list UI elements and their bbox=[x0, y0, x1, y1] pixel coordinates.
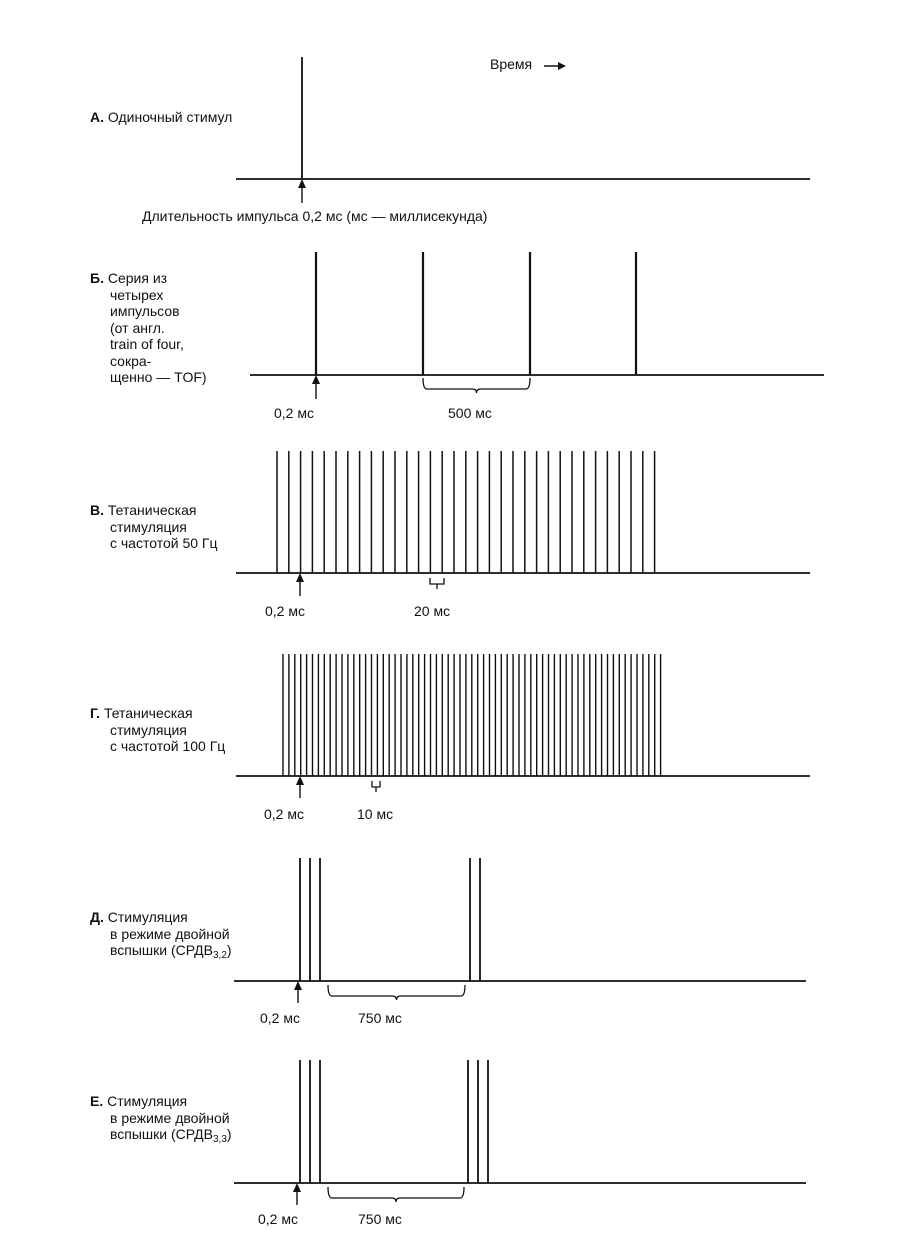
pulse-arrow-icon bbox=[294, 981, 302, 990]
panel-d-label-line: стимуляция bbox=[110, 721, 187, 738]
interval-brace bbox=[372, 781, 380, 792]
panel-d-label bbox=[90, 705, 225, 755]
panel-f-label-tail: ) bbox=[226, 1126, 232, 1142]
panel-b-label bbox=[90, 270, 207, 386]
interval-brace bbox=[423, 378, 530, 393]
interval-brace bbox=[328, 985, 465, 1000]
panel-f-label bbox=[90, 1093, 232, 1146]
panel-e-interval-caption: 750 мс bbox=[358, 1010, 402, 1026]
panel-b-label-line: train of four, bbox=[110, 336, 184, 352]
panel-f-label-line: Стимуляция bbox=[107, 1093, 188, 1109]
panel-f-subscript: 3,3 bbox=[212, 1134, 227, 1145]
panel-c-label-line: с частотой 50 Гц bbox=[110, 535, 218, 551]
panel-d-label-line: с частотой 100 Гц bbox=[110, 738, 226, 754]
panel-e-subscript: 3,2 bbox=[212, 950, 227, 961]
pulse-arrow-icon bbox=[293, 1183, 301, 1192]
panel-a-single-stimulus-graphic bbox=[236, 57, 810, 203]
panel-e-label-line: вспышки (СРДВ bbox=[110, 942, 213, 958]
panel-e-label-line: в режиме двойной bbox=[110, 925, 230, 942]
panel-b-label-line: сокра- bbox=[110, 352, 152, 369]
panel-f-pulse-caption: 0,2 мс bbox=[258, 1211, 298, 1227]
panel-c-label-line: стимуляция bbox=[110, 518, 187, 535]
panel-f-label-line: вспышки (СРДВ bbox=[110, 1126, 213, 1142]
panel-f-letter: Е. bbox=[90, 1093, 104, 1109]
interval-brace bbox=[430, 578, 444, 589]
panel-e-label-tail: ) bbox=[226, 942, 232, 958]
panel-d-pulse-caption: 0,2 мс bbox=[264, 806, 304, 822]
panel-b-letter: Б. bbox=[90, 270, 104, 286]
panel-e-label-line: Стимуляция bbox=[107, 909, 188, 925]
pulse-arrow-icon bbox=[296, 776, 304, 785]
time-arrow-icon bbox=[544, 62, 566, 70]
panel-d-interval-caption: 10 мс bbox=[357, 806, 394, 822]
panel-f-interval-caption: 750 мс bbox=[358, 1211, 402, 1227]
panel-b-label-line: импульсов bbox=[110, 303, 180, 319]
pulse-arrow-icon bbox=[296, 573, 304, 582]
interval-brace bbox=[328, 1187, 464, 1202]
panel-c-tetanic-50hz-graphic bbox=[236, 451, 810, 596]
panel-a-label bbox=[90, 109, 232, 126]
panel-e-double-burst-32-graphic bbox=[234, 858, 806, 1003]
panel-c-interval-caption: 20 мс bbox=[414, 603, 451, 619]
panel-e-pulse-caption: 0,2 мс bbox=[260, 1010, 300, 1026]
time-label: Время bbox=[490, 56, 533, 72]
panel-b-label-line: (от англ. bbox=[110, 319, 165, 336]
pulse-arrow-icon bbox=[298, 179, 306, 188]
panel-b-label-line: Серия из bbox=[107, 270, 168, 286]
panel-f-label-line: в режиме двойной bbox=[110, 1109, 230, 1126]
panel-f-double-burst-33-graphic bbox=[234, 1060, 806, 1205]
panel-d-tetanic-100hz-graphic bbox=[236, 654, 810, 798]
panel-b-label-line: щенно — TOF) bbox=[110, 369, 207, 385]
panel-e-label bbox=[90, 909, 232, 962]
panel-b-train-of-four-graphic bbox=[250, 252, 824, 399]
panel-a-letter: А. bbox=[90, 109, 104, 125]
panel-d-label-line: Тетаническая bbox=[103, 705, 193, 721]
panel-c-pulse-caption: 0,2 мс bbox=[265, 603, 305, 619]
panel-e-letter: Д. bbox=[90, 909, 104, 925]
panel-c-letter: В. bbox=[90, 502, 104, 518]
panel-b-pulse-caption: 0,2 мс bbox=[274, 405, 314, 421]
panel-a-label-line: Одиночный стимул bbox=[107, 109, 233, 125]
panel-a-pulse-caption: Длительность импульса 0,2 мс (мс — миллисекунда) bbox=[142, 208, 488, 224]
panel-b-interval-caption: 500 мс bbox=[448, 405, 492, 421]
panel-c-label-line: Тетаническая bbox=[107, 502, 197, 518]
panel-b-label-line: четырех bbox=[110, 286, 164, 303]
panel-d-letter: Г. bbox=[90, 705, 101, 721]
pulse-arrow-icon bbox=[312, 375, 320, 384]
panel-c-label bbox=[90, 502, 218, 552]
